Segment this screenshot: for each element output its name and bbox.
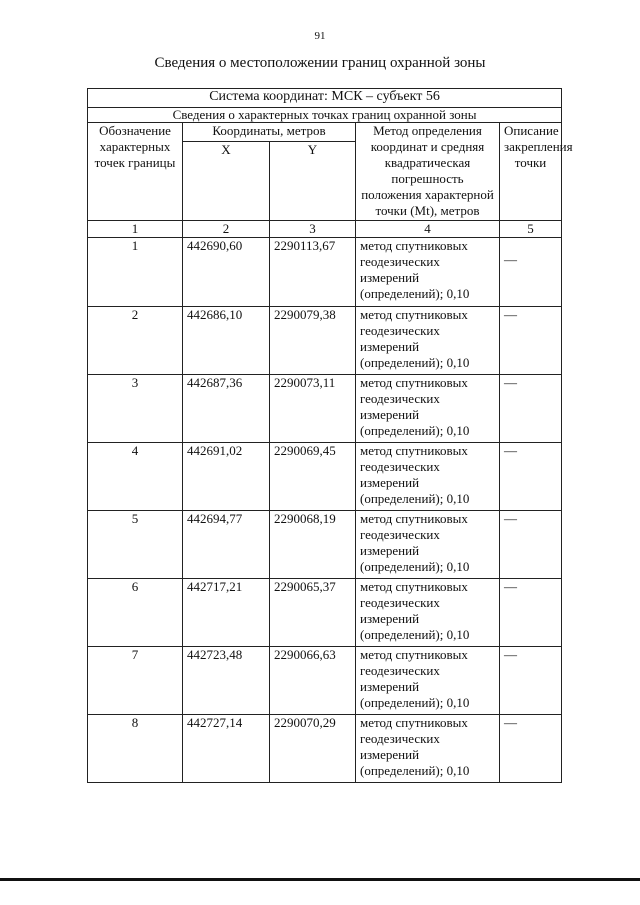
- point-method: метод спутниковых геодезических измерений (определений); 0,10: [356, 715, 500, 783]
- point-y: 2290073,11: [270, 375, 356, 443]
- point-x: 442723,48: [183, 647, 270, 715]
- table-row: [88, 238, 562, 307]
- point-y: 2290068,19: [270, 511, 356, 579]
- column-header-description: Описание закрепления точки: [500, 123, 562, 221]
- point-x: 442691,02: [183, 443, 270, 511]
- point-method: метод спутниковых геодезических измерений (определений); 0,10: [356, 375, 500, 443]
- point-y: 2290065,37: [270, 579, 356, 647]
- column-number: 4: [356, 221, 500, 238]
- point-method: метод спутниковых геодезических измерений (определений); 0,10: [356, 511, 500, 579]
- point-number: 2: [88, 307, 183, 375]
- point-x: 442687,36: [183, 375, 270, 443]
- point-x: 442727,14: [183, 715, 270, 783]
- point-description: —: [500, 579, 562, 647]
- point-number: 6: [88, 579, 183, 647]
- point-y: 2290079,38: [270, 307, 356, 375]
- column-number-row: [88, 221, 562, 238]
- table-row: [88, 443, 562, 511]
- point-number: 7: [88, 647, 183, 715]
- point-number: 8: [88, 715, 183, 783]
- point-number: 5: [88, 511, 183, 579]
- point-method: метод спутниковых геодезических измерений (определений); 0,10: [356, 579, 500, 647]
- column-header-designation: Обозначение характерных точек границы: [88, 123, 183, 221]
- page-title: Сведения о местоположении границ охранной зоны: [154, 55, 486, 71]
- point-description: —: [500, 375, 562, 443]
- point-description: —: [500, 715, 562, 783]
- point-description: —: [500, 307, 562, 375]
- point-method: метод спутниковых геодезических измерений (определений); 0,10: [356, 647, 500, 715]
- point-y: 2290113,67: [270, 238, 356, 307]
- table-row: [88, 579, 562, 647]
- point-method: метод спутниковых геодезических измерений (определений); 0,10: [356, 307, 500, 375]
- table-row: [88, 715, 562, 783]
- point-x: 442694,77: [183, 511, 270, 579]
- point-description: —: [500, 647, 562, 715]
- boundary-points-table: [87, 88, 573, 783]
- column-number: 1: [88, 221, 183, 238]
- column-number: 2: [183, 221, 270, 238]
- point-description: —: [500, 511, 562, 579]
- bottom-rule: [0, 878, 640, 881]
- page-number: 91: [314, 30, 326, 42]
- point-method: метод спутниковых геодезических измерений (определений); 0,10: [356, 443, 500, 511]
- column-header-coordinates: Координаты, метров: [183, 123, 356, 142]
- point-y: 2290066,63: [270, 647, 356, 715]
- table-row: [88, 511, 562, 579]
- point-x: 442686,10: [183, 307, 270, 375]
- column-number: 3: [270, 221, 356, 238]
- point-x: 442717,21: [183, 579, 270, 647]
- point-description: —: [500, 443, 562, 511]
- column-header-x: X: [183, 142, 270, 221]
- column-number: 5: [500, 221, 562, 238]
- point-x: 442690,60: [183, 238, 270, 307]
- table-row: [88, 375, 562, 443]
- point-y: 2290070,29: [270, 715, 356, 783]
- points-info-header: Сведения о характерных точках границ охранной зоны: [88, 108, 562, 123]
- table-row: [88, 647, 562, 715]
- coordinate-system-header: Система координат: МСК – субъект 56: [88, 89, 562, 108]
- column-header-y: Y: [270, 142, 356, 221]
- point-description: —: [500, 238, 562, 307]
- column-header-method: Метод определения координат и средняя квадратическая погрешность положения характерной точки (Mt), метров: [356, 123, 500, 221]
- point-number: 3: [88, 375, 183, 443]
- point-number: 4: [88, 443, 183, 511]
- point-number: 1: [88, 238, 183, 307]
- point-method: метод спутниковых геодезических измерений (определений); 0,10: [356, 238, 500, 307]
- point-y: 2290069,45: [270, 443, 356, 511]
- table-row: [88, 307, 562, 375]
